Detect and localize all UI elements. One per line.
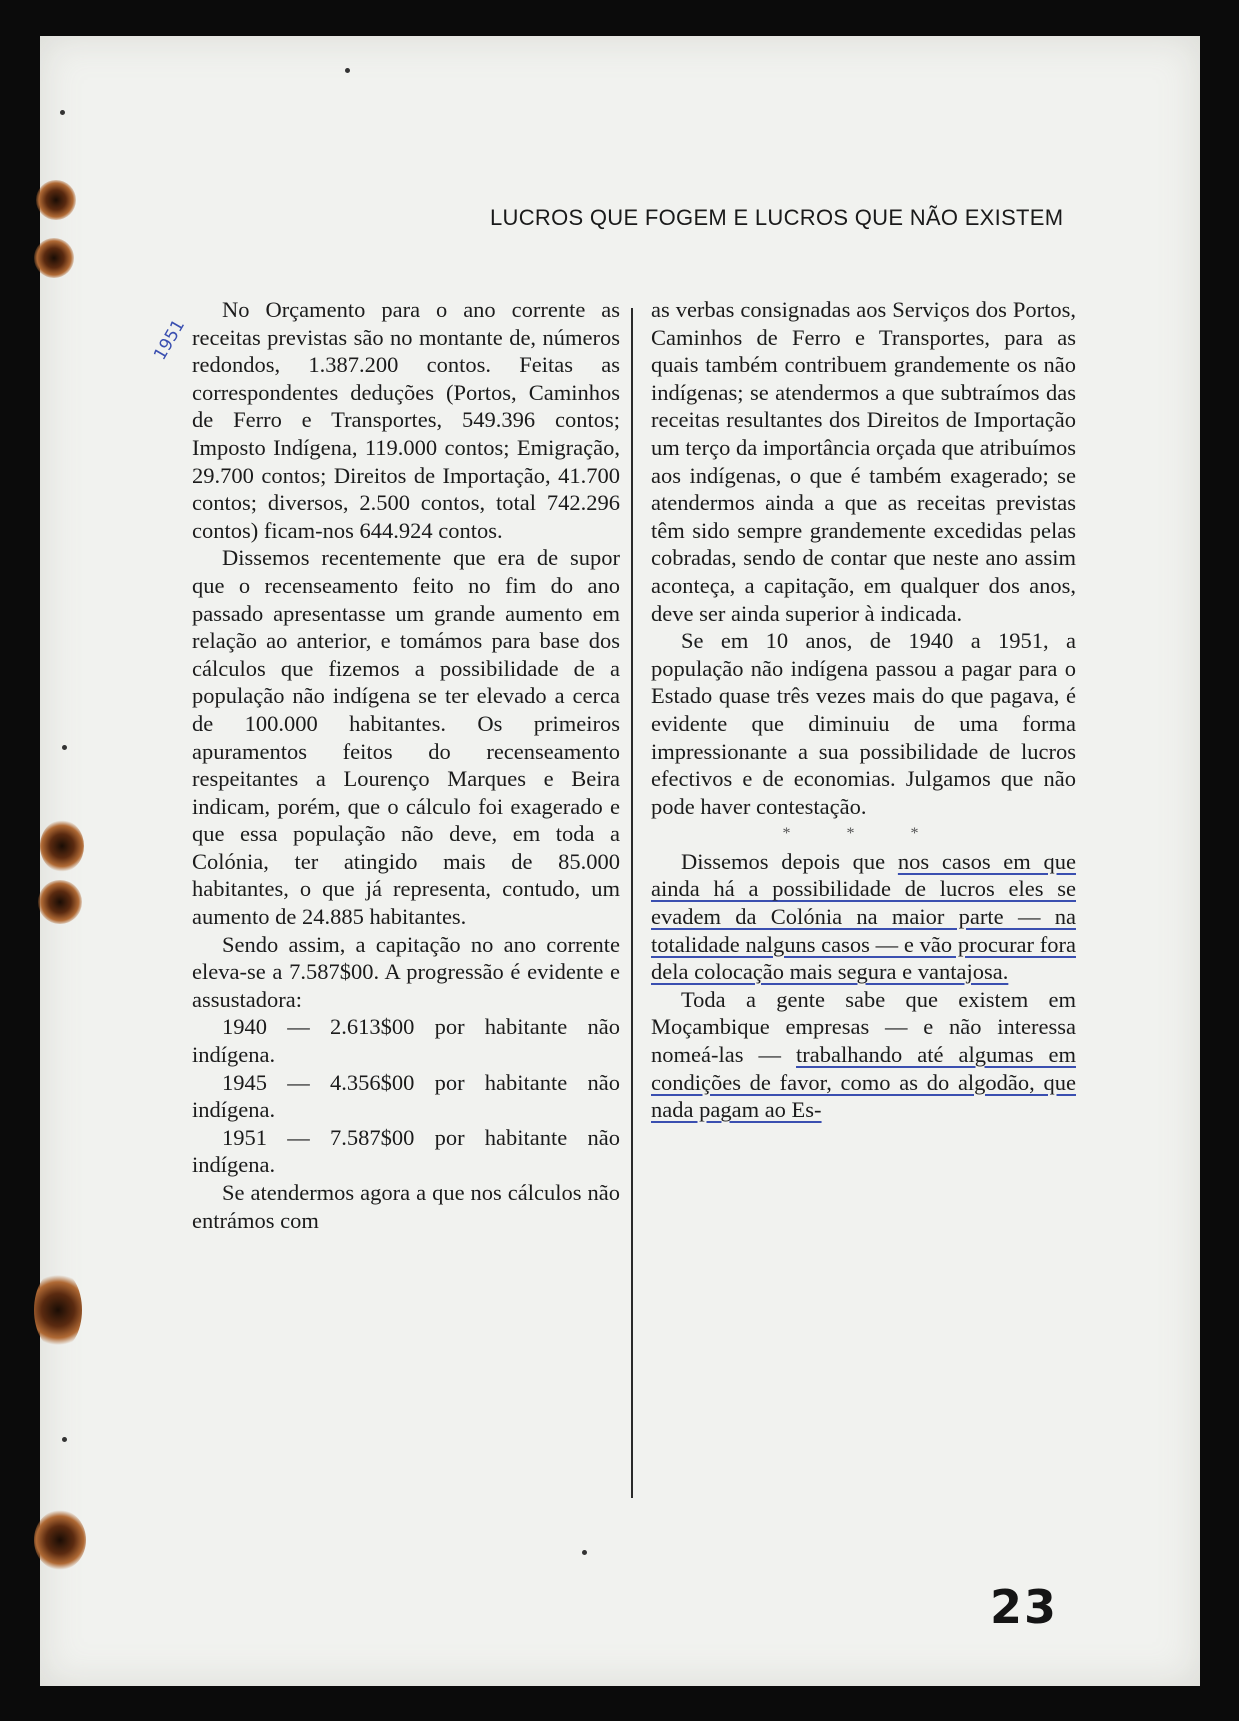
paragraph-text: Dissemos depois que: [681, 848, 898, 874]
burn-mark: [34, 1270, 82, 1350]
speck: [60, 110, 65, 115]
burn-mark: [40, 820, 84, 872]
list-item: 1951 — 7.587$00 por habitante não indígena.: [192, 1124, 620, 1178]
column-divider: [631, 308, 633, 1498]
burn-mark: [36, 180, 76, 220]
handwritten-note: 1951: [150, 316, 190, 364]
paragraph: No Orçamento para o ano corrente as receitas previstas são no montante de, números redondos, 1.387.200 contos. Feitas as correspondentes deduções (Portos, Caminhos de Ferro e Transportes, 549.396 contos; Imposto Indígena, 119.000 contos; Emigração, 29.700 contos; Direitos de Importação, 41.700 contos; diversos, 2.500 contos, total 742.296 contos) ficam-nos 644.924 contos.: [192, 297, 620, 543]
speck: [345, 68, 350, 73]
right-column: [651, 296, 1076, 1124]
speck: [582, 1550, 587, 1555]
left-column: [192, 296, 620, 1234]
paragraph-text: Toda a gente sabe que existem em Moçambique empresas — e não interessa nomeá-las —: [651, 986, 1076, 1068]
burn-mark: [34, 1510, 86, 1570]
paragraph: Se atendermos agora a que nos cálculos não entrámos com: [192, 1180, 620, 1233]
list-item: 1945 — 4.356$00 por habitante não indígena.: [192, 1069, 620, 1123]
burn-mark: [38, 880, 82, 924]
paragraph: Se em 10 anos, de 1940 a 1951, a população não indígena passou a pagar para o Estado quase três vezes mais do que pagava, é evidente que diminuiu de uma forma impressionante a sua possibilidade de lucros efectivos e de economias. Julgamos que não pode haver contestação.: [651, 628, 1076, 819]
speck: [62, 745, 67, 750]
paragraph: [651, 986, 1076, 1124]
paragraph: Dissemos recentemente que era de supor que o recenseamento feito no fim do ano passado apresentasse um grande aumento em relação ao anterior, e tomámos para base dos cálculos que fizemos a possibilidade de a população não indígena se ter elevado a cerca de 100.000 habitantes. Os primeiros apuramentos feitos do recenseamento respeitantes a Lourenço Marques e Beira indicam, porém, que o cálculo foi exagerado e que essa população não deve, em toda a Colónia, ter atingido mais de 85.000 habitantes, o que já representa, contudo, um aumento de 24.885 habitantes.: [192, 545, 620, 930]
section-separator: * * *: [782, 825, 945, 843]
underlined-text: trabalhando até algumas em condições de favor, como as do algodão, que nada pagam ao Es-: [651, 1042, 1076, 1123]
page-number: 23: [990, 1580, 1059, 1634]
burn-mark: [34, 238, 74, 278]
underlined-text: nos casos em que ainda há a possibilidade de lucros eles se evadem da Colónia na maior parte — na totalidade nalguns casos — e vão procurar fora dela colocação mais segura e vantajosa.: [651, 848, 1076, 985]
paragraph: Sendo assim, a capitação no ano corrente eleva-se a 7.587$00. A progressão é evidente e assustadora:: [192, 931, 620, 1012]
paragraph: [651, 848, 1076, 986]
article-heading: LUCROS QUE FOGEM E LUCROS QUE NÃO EXISTEM: [490, 205, 1064, 230]
list-item: 1940 — 2.613$00 por habitante não indígena.: [192, 1014, 620, 1068]
speck: [62, 1437, 67, 1442]
paragraph: as verbas consignadas aos Serviços dos Portos, Caminhos de Ferro e Transportes, para as quais também contribuem grandemente os não indígenas; se atendermos a que subtraímos das receitas resultantes dos Direitos de Importação um terço da importância orçada que atribuímos aos indígenas, o que é também exagerado; se atendermos ainda a que as receitas previstas têm sido sempre grandemente excedidas pelas cobradas, sendo de contar que neste ano assim aconteça, a capitação, em qualquer dos anos, deve ser ainda superior à indicada.: [651, 297, 1076, 626]
